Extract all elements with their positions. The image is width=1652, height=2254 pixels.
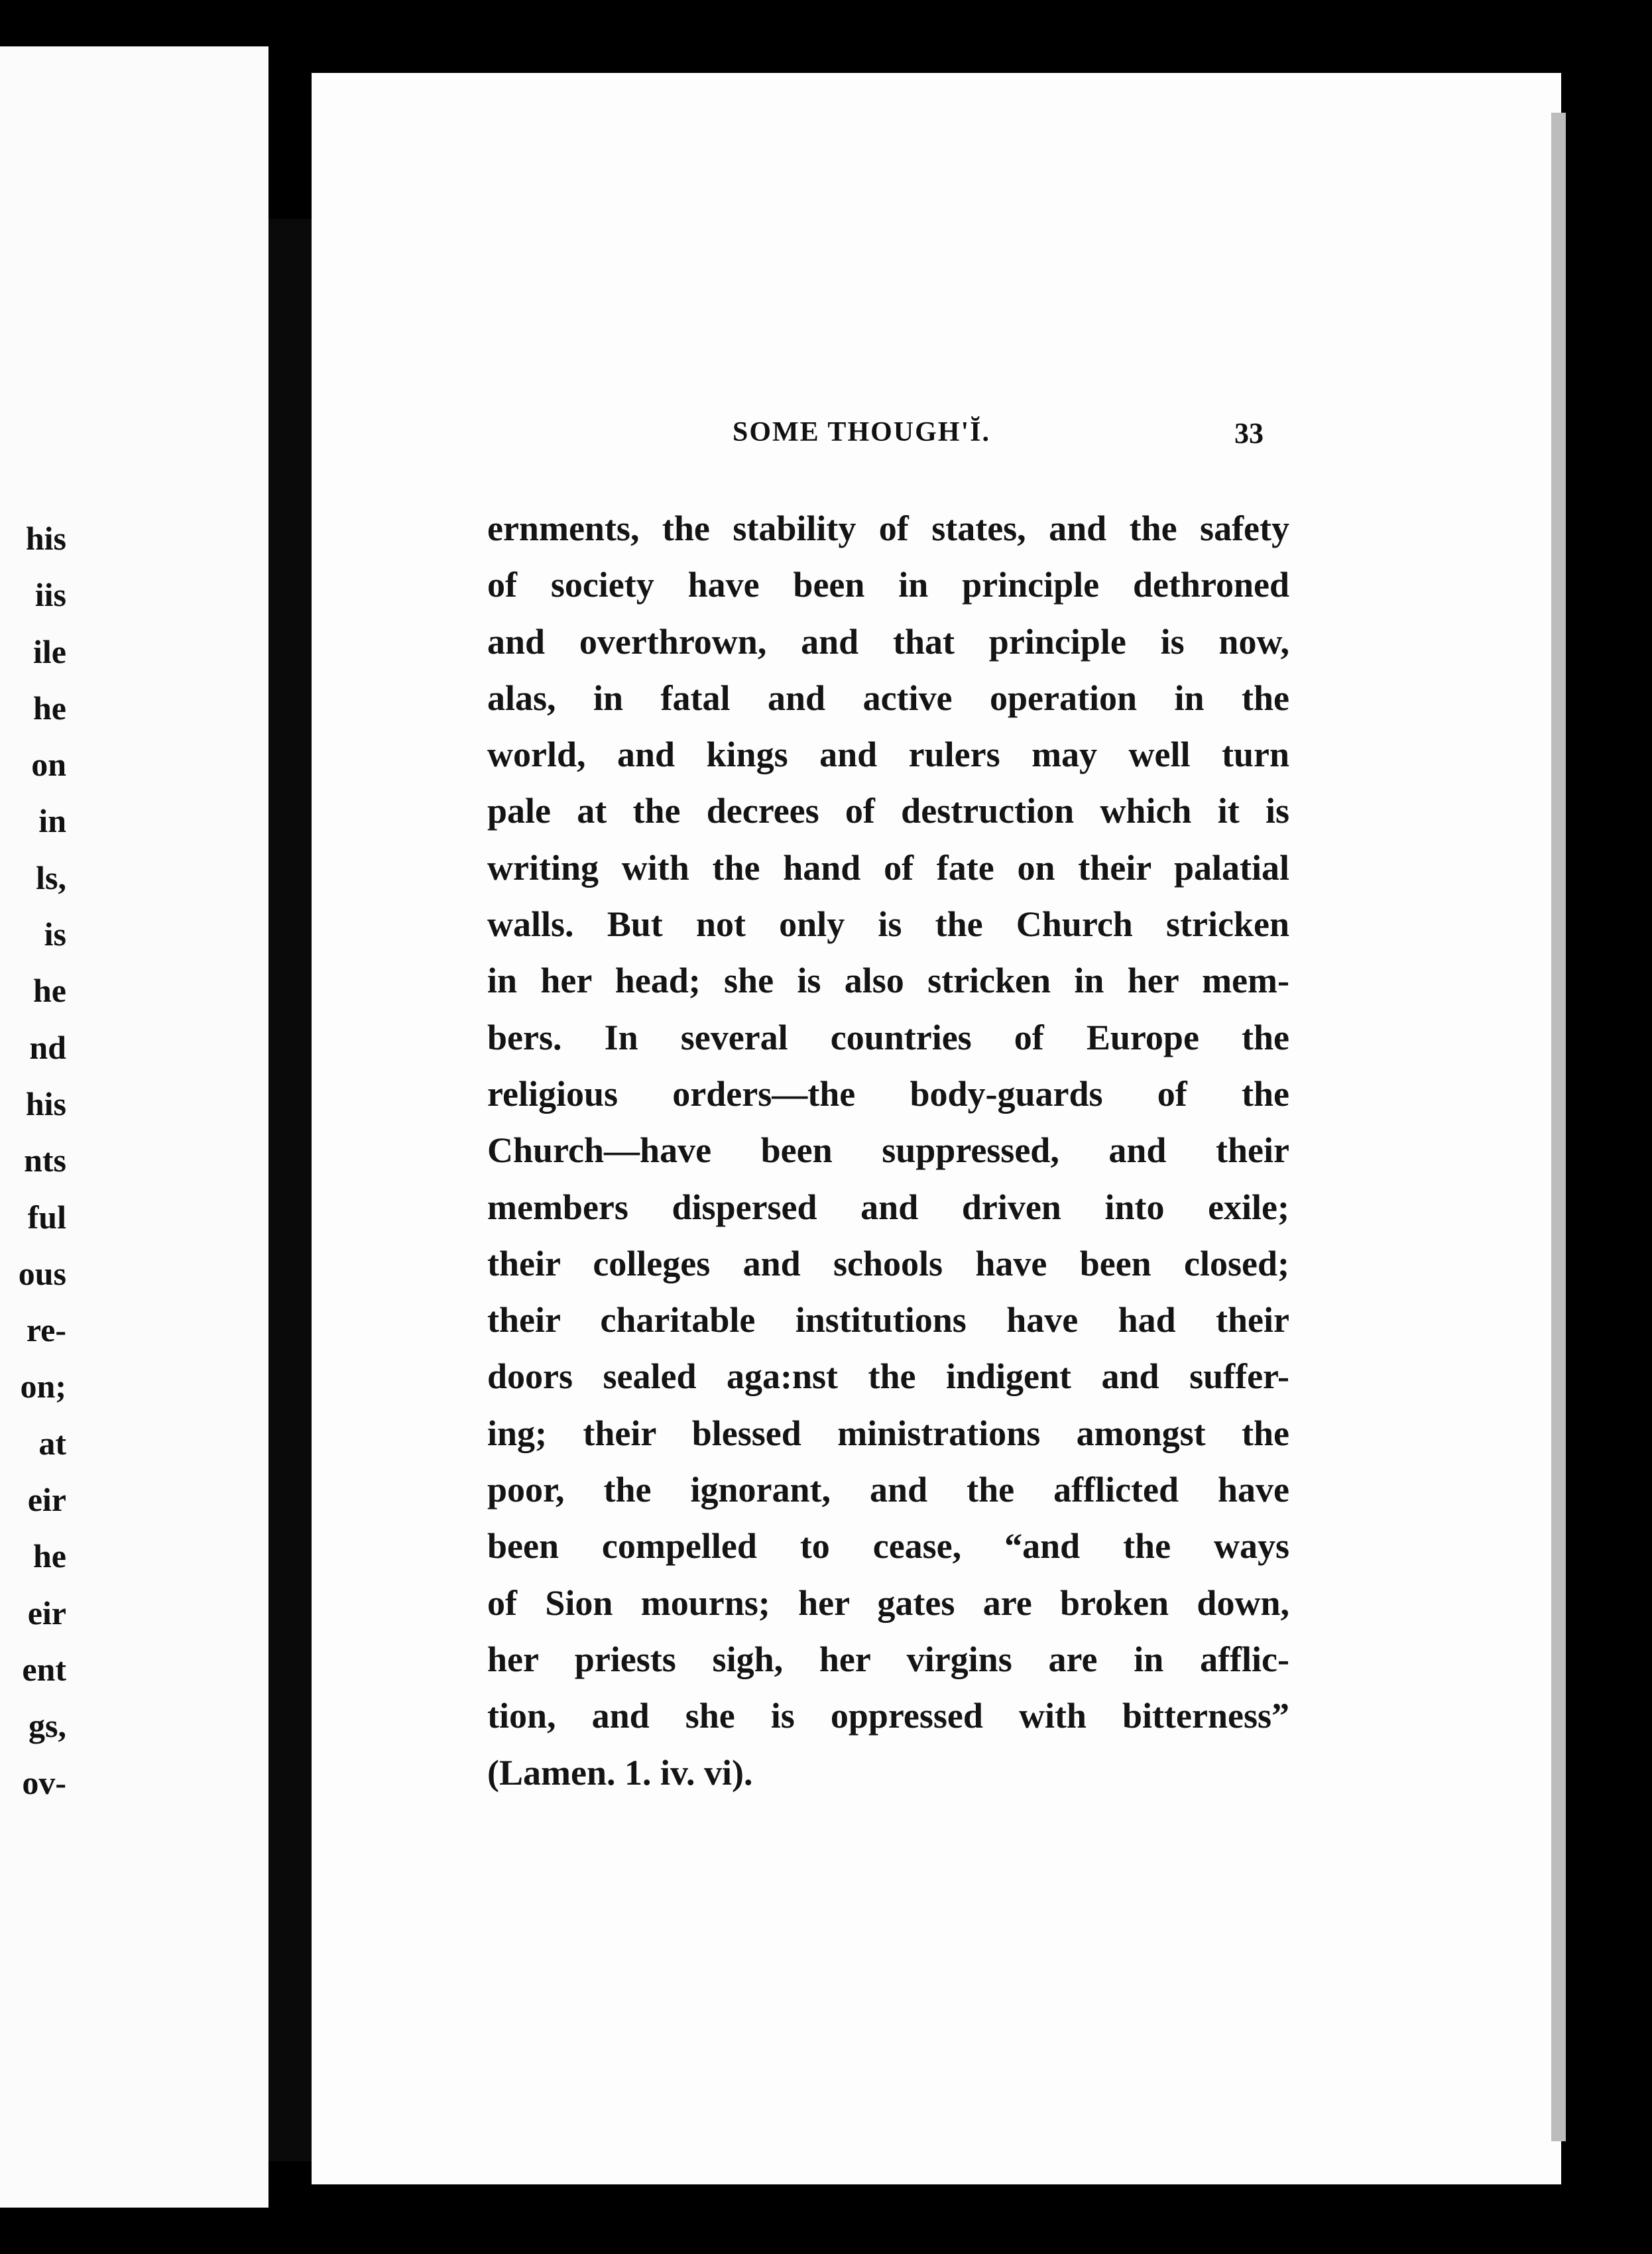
text-line: her priests sigh, her virgins are in afflic- <box>487 1639 1289 1679</box>
line-fragment: on; <box>20 1368 66 1405</box>
line-fragment: his <box>25 520 66 557</box>
line-fragment: eir <box>27 1594 66 1631</box>
line-fragment: nts <box>24 1142 66 1179</box>
text-line: been compelled to cease, “and the ways <box>487 1526 1289 1567</box>
line-fragment: ile <box>33 632 66 670</box>
text-line: alas, in fatal and active operation in the <box>487 678 1289 718</box>
line-fragment: re- <box>26 1311 66 1349</box>
text-line: in her head; she is also stricken in her mem- <box>487 961 1289 1001</box>
line-fragment: ov- <box>22 1763 66 1801</box>
line-fragment: ous <box>18 1254 66 1292</box>
line-fragment: nd <box>29 1028 66 1066</box>
text-line: bers. In several countries of Europe the <box>487 1017 1289 1057</box>
text-line: pale at the decrees of destruction which it is <box>487 791 1289 831</box>
text-line: ernments, the stability of states, and the safety <box>487 508 1289 548</box>
line-fragment: ent <box>22 1650 66 1688</box>
line-fragment: his <box>25 1085 66 1122</box>
text-line: their colleges and schools have been closed; <box>487 1243 1289 1283</box>
text-line: of Sion mourns; her gates are broken down, <box>487 1582 1289 1623</box>
line-fragment: is <box>44 916 66 953</box>
line-fragment: ls, <box>36 859 66 896</box>
text-line: (Lamen. 1. iv. vi). <box>487 1752 753 1793</box>
body-text <box>487 501 1289 1801</box>
text-line: ing; their blessed ministrations amongst the <box>487 1413 1289 1453</box>
text-line: Church—have been suppressed, and their <box>487 1130 1289 1171</box>
book-binding <box>268 219 314 2161</box>
line-fragment: he <box>33 972 66 1010</box>
text-line: walls. But not only is the Church stricken <box>487 904 1289 945</box>
text-line: doors sealed aga:nst the indigent and suffer- <box>487 1356 1289 1397</box>
text-line: members dispersed and driven into exile; <box>487 1187 1289 1227</box>
page-edge <box>1551 113 1566 2141</box>
text-line: world, and kings and rulers may well turn <box>487 735 1289 775</box>
previous-page <box>0 46 268 2208</box>
line-fragment: gs, <box>29 1707 66 1745</box>
text-line: religious orders—the body-guards of the <box>487 1073 1289 1114</box>
line-fragment: on <box>31 746 66 784</box>
text-line: tion, and she is oppressed with bitterness” <box>487 1696 1289 1736</box>
line-fragment: eir <box>27 1481 66 1519</box>
text-line: writing with the hand of fate on their palatial <box>487 847 1289 888</box>
page-number: 33 <box>1234 417 1264 449</box>
text-line: of society have been in principle dethroned <box>487 565 1289 605</box>
line-fragment: at <box>38 1424 66 1462</box>
text-line: their charitable institutions have had their <box>487 1300 1289 1340</box>
text-line: poor, the ignorant, and the afflicted have <box>487 1470 1289 1510</box>
line-fragment: he <box>33 1537 66 1575</box>
line-fragment: in <box>38 802 66 840</box>
line-fragment: ful <box>27 1198 66 1236</box>
running-head: SOME THOUGH'Ĭ. <box>733 417 990 447</box>
line-fragment: iis <box>34 576 66 614</box>
line-fragment: he <box>33 689 66 727</box>
previous-page-line-fragments <box>0 510 66 1811</box>
text-line: and overthrown, and that principle is now, <box>487 621 1289 662</box>
